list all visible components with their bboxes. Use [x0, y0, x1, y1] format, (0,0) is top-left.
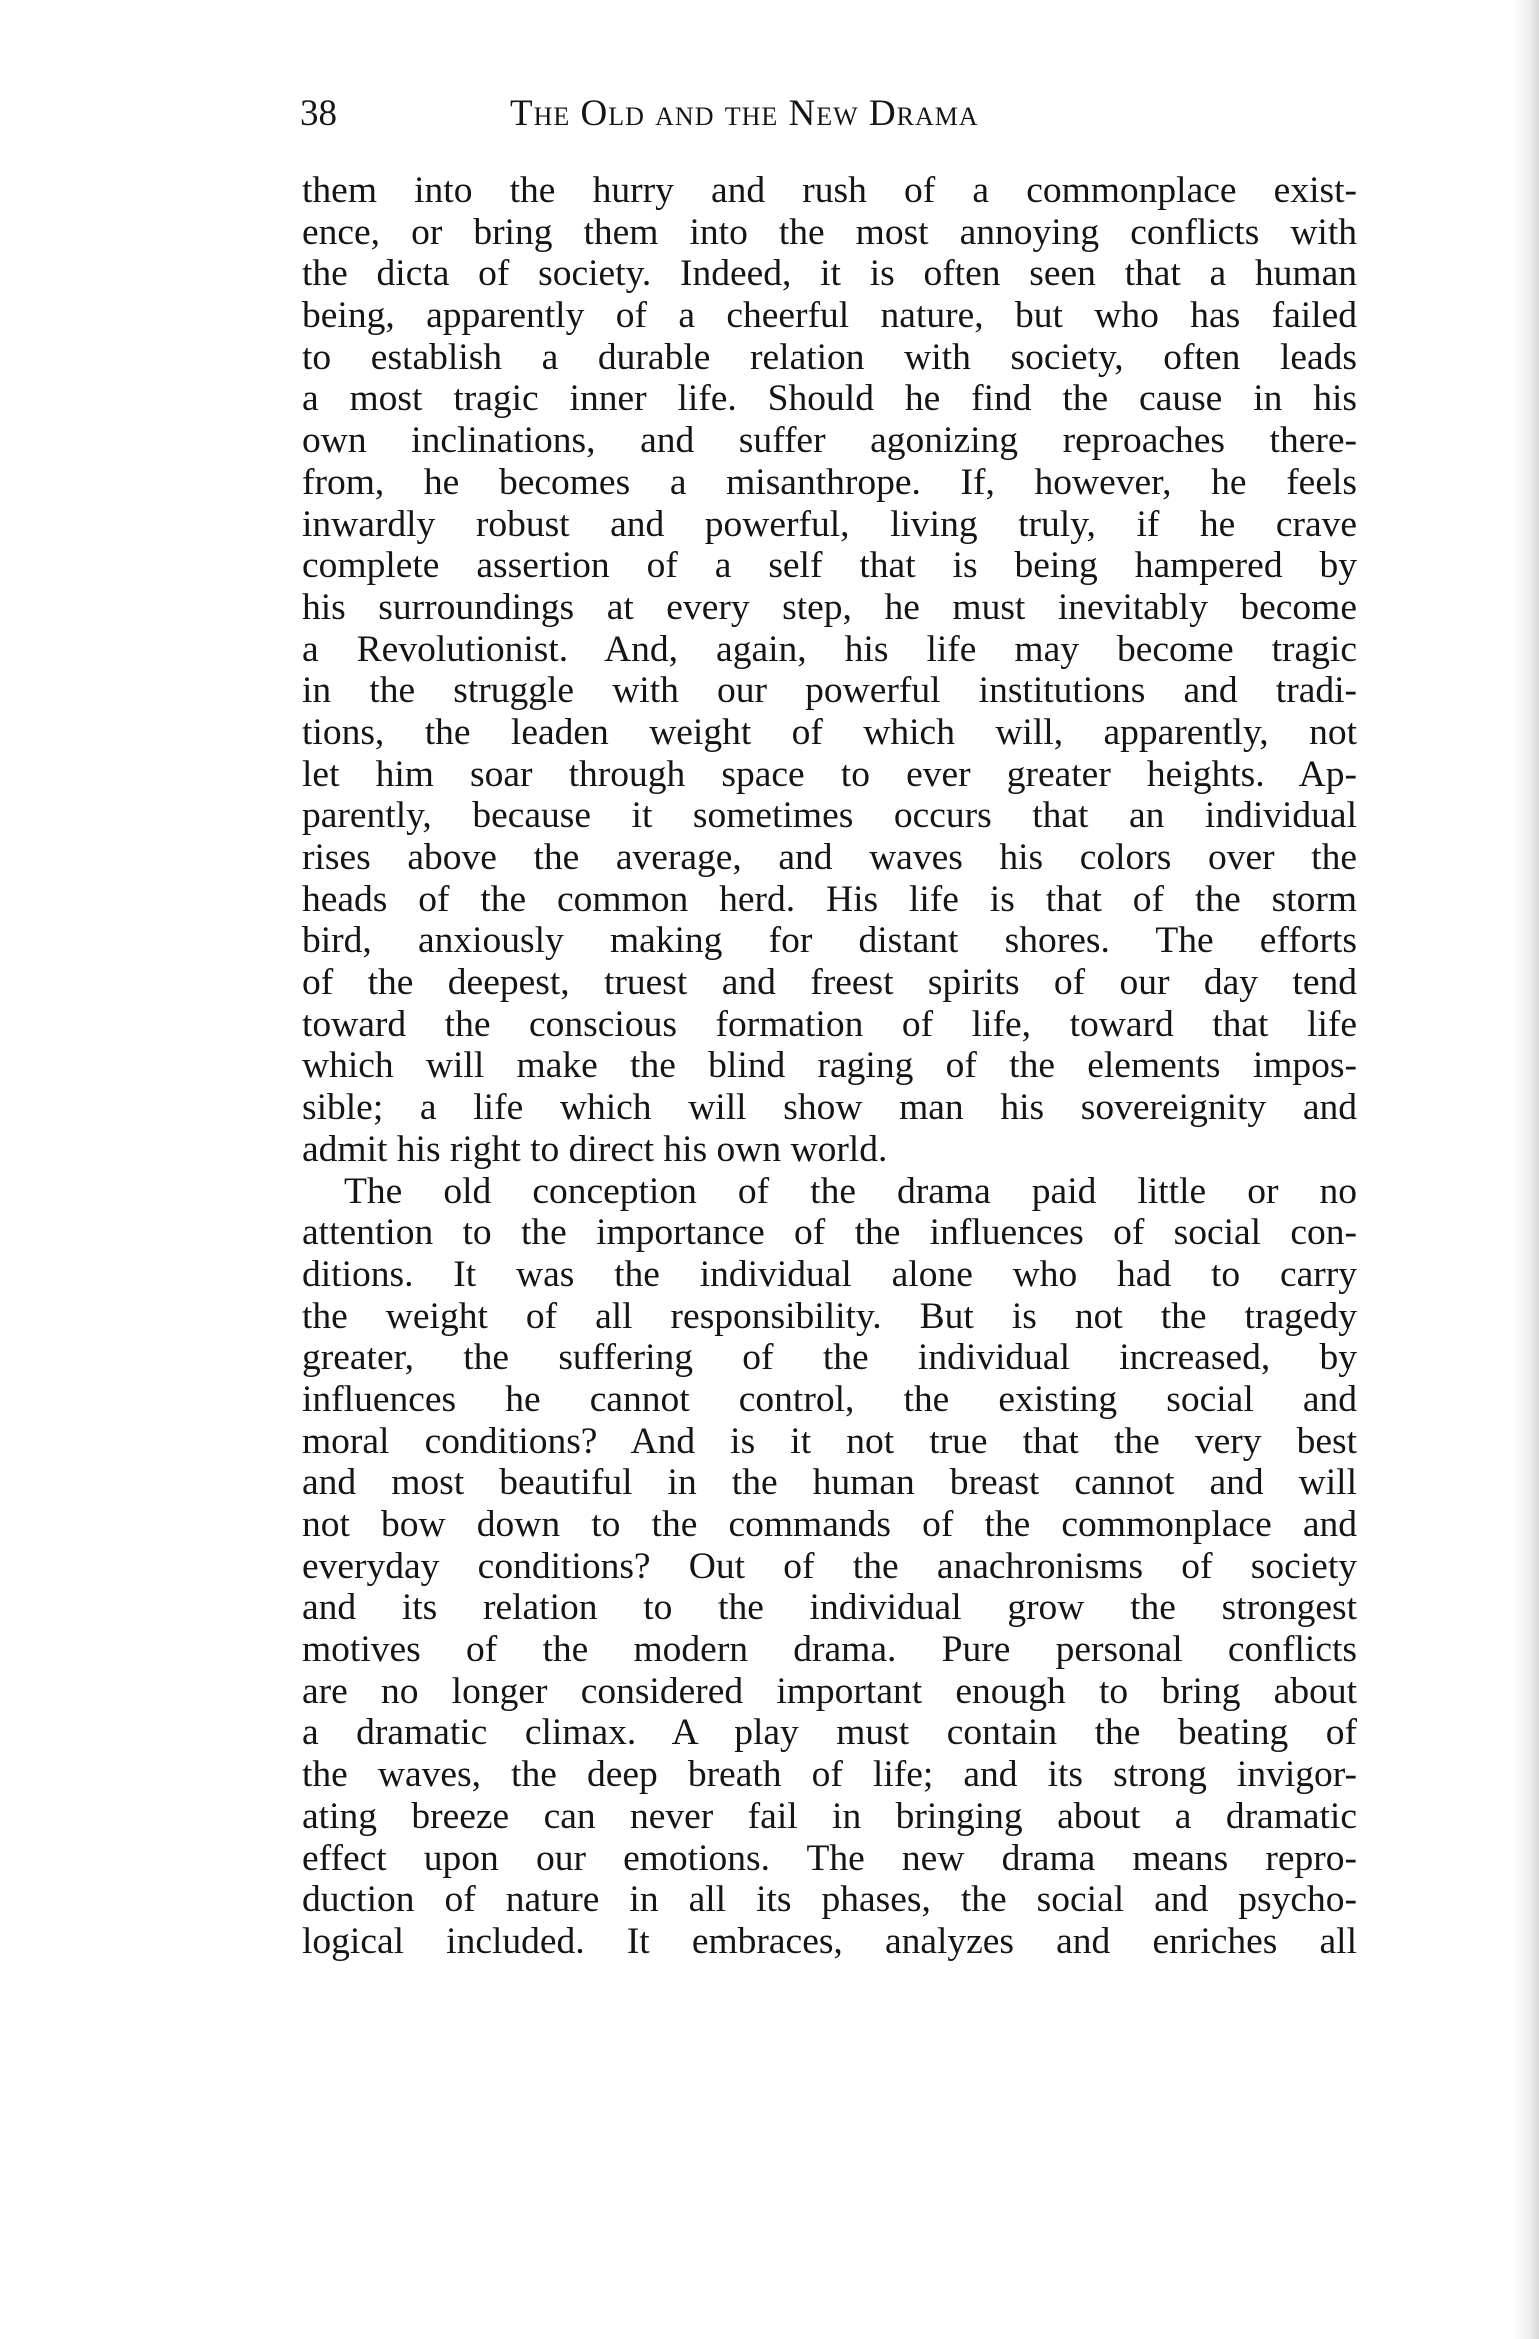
text-line: attention to the importance of the influences of social con-	[302, 1212, 1357, 1254]
text-line: which will make the blind raging of the elements impos-	[302, 1045, 1357, 1087]
paragraph-1	[302, 170, 1357, 1171]
text-line: are no longer considered important enough to bring about	[302, 1670, 1357, 1712]
text-line: duction of nature in all its phases, the social and psycho-	[302, 1879, 1357, 1921]
text-line: ence, or bring them into the most annoying conflicts with	[302, 211, 1357, 253]
text-line: from, he becomes a misanthrope. If, however, he feels	[302, 461, 1357, 503]
text-line: let him soar through space to ever greater heights. Ap-	[302, 753, 1357, 795]
text-line: complete assertion of a self that is being hampered by	[302, 545, 1357, 587]
body-text	[302, 170, 1357, 1963]
running-title: The Old and the New Drama	[510, 93, 979, 134]
text-line: of the deepest, truest and freest spirits of our day tend	[302, 962, 1357, 1004]
text-line: a most tragic inner life. Should he find the cause in his	[302, 378, 1357, 420]
text-line: motives of the modern drama. Pure personal conflicts	[302, 1629, 1357, 1671]
paragraph-2	[302, 1171, 1357, 1963]
text-line: them into the hurry and rush of a commonplace exist-	[302, 170, 1357, 211]
text-line: influences he cannot control, the existing social and	[302, 1378, 1357, 1420]
text-line: toward the conscious formation of life, toward that life	[302, 1003, 1357, 1045]
text-line: logical included. It embraces, analyzes and enriches all	[302, 1920, 1357, 1962]
text-line: the waves, the deep breath of life; and its strong invigor-	[302, 1754, 1357, 1796]
text-line: ating breeze can never fail in bringing about a dramatic	[302, 1795, 1357, 1837]
text-line: admit his right to direct his own world.	[302, 1128, 888, 1170]
text-line: tions, the leaden weight of which will, apparently, not	[302, 711, 1357, 753]
text-line: the dicta of society. Indeed, it is often seen that a human	[302, 253, 1357, 295]
text-line: ditions. It was the individual alone who had to carry	[302, 1253, 1357, 1295]
text-line: moral conditions? And is it not true that the very best	[302, 1420, 1357, 1462]
text-line: to establish a durable relation with society, often leads	[302, 336, 1357, 378]
text-line: a Revolutionist. And, again, his life may become tragic	[302, 628, 1357, 670]
text-line: his surroundings at every step, he must inevitably become	[302, 586, 1357, 628]
text-line: own inclinations, and suffer agonizing reproaches there-	[302, 420, 1357, 462]
text-line: the weight of all responsibility. But is not the tragedy	[302, 1295, 1357, 1337]
text-line: and its relation to the individual grow the strongest	[302, 1587, 1357, 1629]
text-line: a dramatic climax. A play must contain the beating of	[302, 1712, 1357, 1754]
page-number: 38	[300, 93, 337, 134]
text-line: heads of the common herd. His life is that of the storm	[302, 878, 1357, 920]
text-line: everyday conditions? Out of the anachronisms of society	[302, 1545, 1357, 1587]
text-line: greater, the suffering of the individual increased, by	[302, 1337, 1357, 1379]
text-line: sible; a life which will show man his sovereignity and	[302, 1087, 1357, 1129]
text-line: rises above the average, and waves his colors over the	[302, 837, 1357, 878]
text-line: in the struggle with our powerful institutions and tradi-	[302, 670, 1357, 712]
running-head	[300, 88, 1350, 140]
text-line: inwardly robust and powerful, living truly, if he crave	[302, 503, 1357, 545]
text-line: and most beautiful in the human breast cannot and will	[302, 1462, 1357, 1504]
text-line: being, apparently of a cheerful nature, but who has failed	[302, 295, 1357, 337]
scan-edge-shadow	[1513, 0, 1539, 2339]
text-line: The old conception of the drama paid little or no	[344, 1170, 1357, 1212]
text-line: effect upon our emotions. The new drama means repro-	[302, 1837, 1357, 1879]
text-line: bird, anxiously making for distant shores. The efforts	[302, 920, 1357, 962]
text-line: parently, because it sometimes occurs that an individual	[302, 795, 1357, 837]
text-line: not bow down to the commands of the commonplace and	[302, 1504, 1357, 1545]
